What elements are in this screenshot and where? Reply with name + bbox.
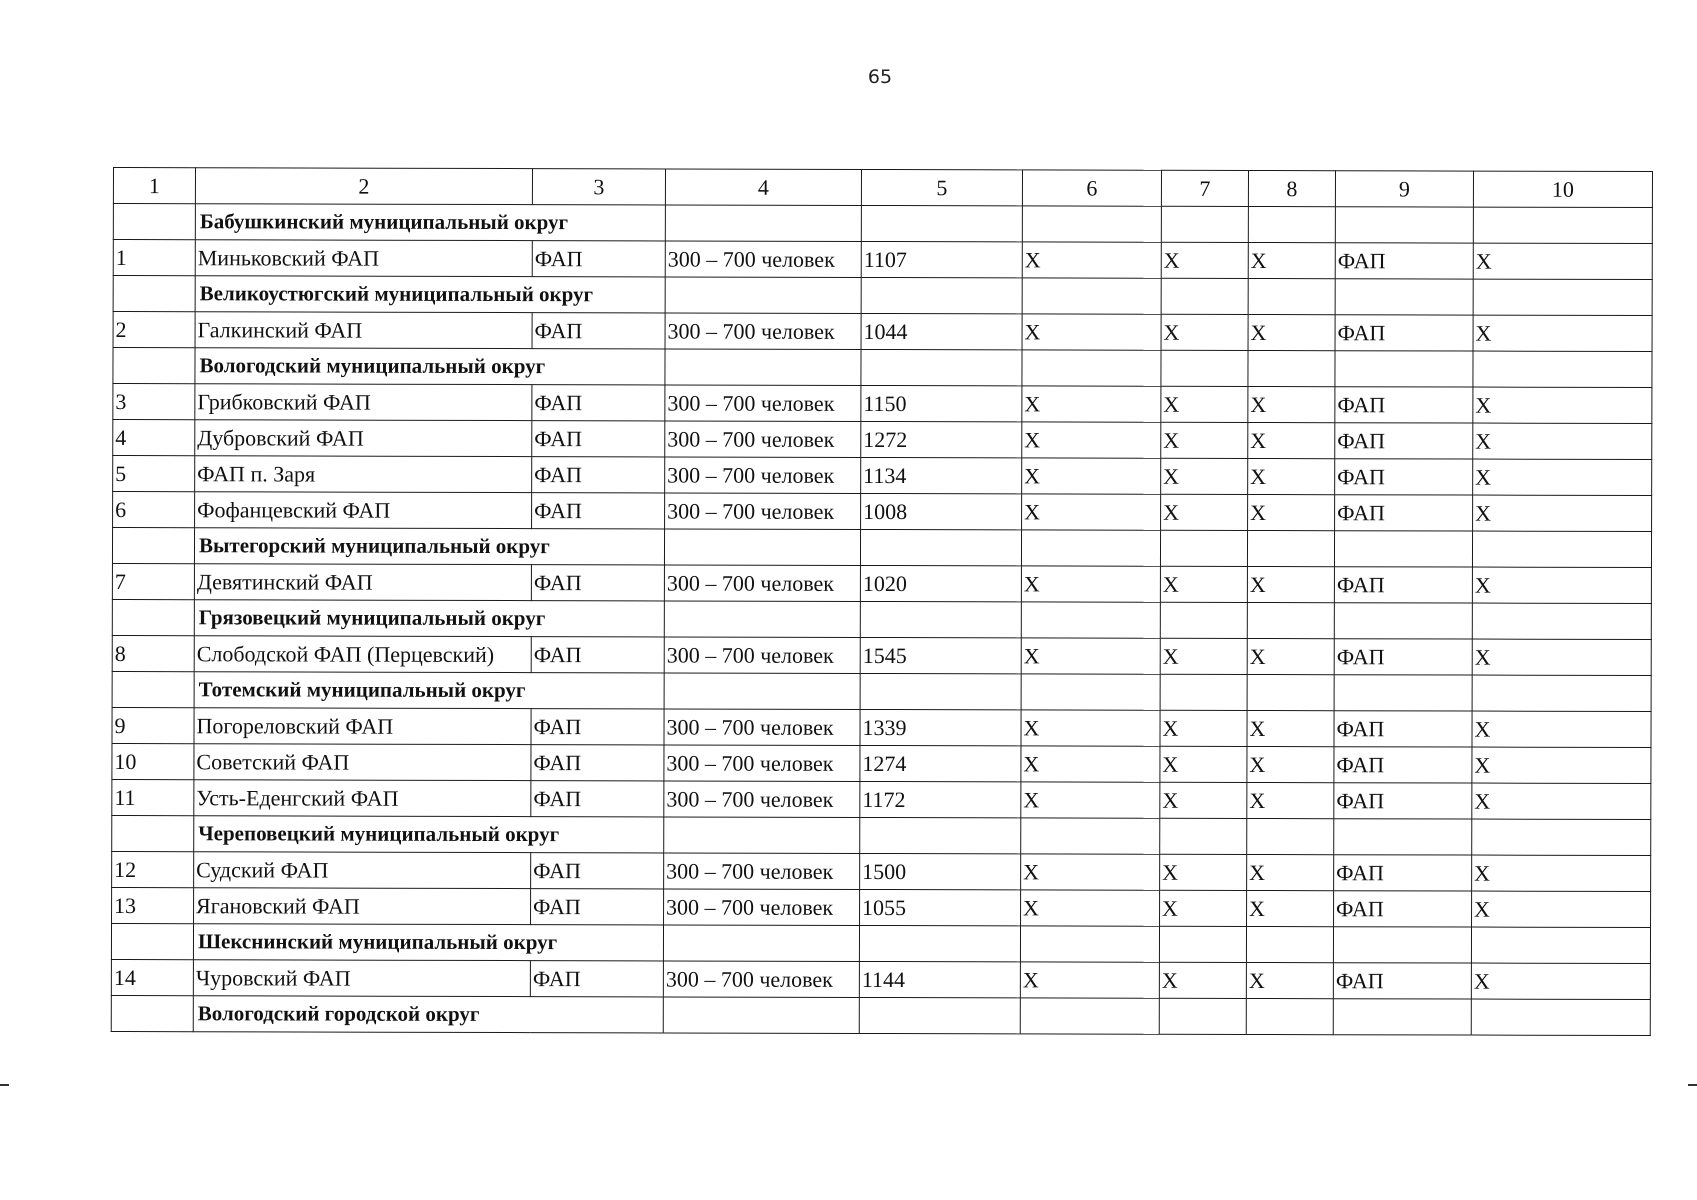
planned-type: ФАП xyxy=(1335,243,1473,279)
facility-type: ФАП xyxy=(531,745,664,781)
facility-name: Погореловский ФАП xyxy=(194,708,531,745)
facility-type: ФАП xyxy=(532,457,665,493)
row-number: 5 xyxy=(113,456,195,492)
column-8-mark: Х xyxy=(1247,710,1334,746)
planned-type: ФАП xyxy=(1335,495,1473,531)
empty-cell xyxy=(664,817,860,854)
district-row xyxy=(112,671,1651,711)
planned-type: ФАП xyxy=(1334,855,1472,891)
empty-cell xyxy=(860,601,1021,637)
column-8-mark: Х xyxy=(1247,746,1334,782)
population-range: 300 – 700 человек xyxy=(664,889,860,926)
row-number: 12 xyxy=(112,851,194,887)
facility-type: ФАП xyxy=(531,637,664,673)
facility-name: Слободской ФАП (Перцевский) xyxy=(194,636,531,673)
row-number: 14 xyxy=(111,959,193,995)
row-number-cell xyxy=(112,528,194,564)
column-6-mark: Х xyxy=(1022,386,1161,422)
empty-cell xyxy=(1334,603,1472,639)
column-7-mark: Х xyxy=(1160,782,1247,818)
header-cell: 7 xyxy=(1161,170,1248,206)
empty-cell xyxy=(1247,602,1334,638)
column-8-mark: Х xyxy=(1248,386,1335,422)
population-value: 1172 xyxy=(860,781,1021,817)
district-row xyxy=(113,348,1652,388)
population-value: 1500 xyxy=(860,853,1021,889)
empty-cell xyxy=(663,925,859,962)
population-value: 1144 xyxy=(859,961,1020,997)
district-row xyxy=(112,599,1651,639)
table-row xyxy=(113,456,1652,496)
district-title: Вытегорский муниципальный округ xyxy=(194,528,664,565)
left-edge-mark xyxy=(0,1084,9,1086)
facility-type: ФАП xyxy=(532,313,665,349)
empty-cell xyxy=(1472,819,1651,855)
column-6-mark: Х xyxy=(1022,314,1161,350)
row-number: 3 xyxy=(113,384,195,420)
empty-cell xyxy=(1159,998,1246,1034)
empty-cell xyxy=(1246,926,1333,962)
facility-type: ФАП xyxy=(532,421,665,457)
facility-name: Грибковский ФАП xyxy=(195,384,532,421)
empty-cell xyxy=(1335,351,1473,387)
district-row xyxy=(113,276,1652,316)
facility-type: ФАП xyxy=(531,709,664,745)
column-10-mark: Х xyxy=(1473,423,1652,459)
table-row xyxy=(113,384,1652,424)
empty-cell xyxy=(1334,531,1472,567)
district-title: Великоустюгский муниципальный округ xyxy=(195,276,665,313)
facility-name: Усть-Еденгский ФАП xyxy=(194,780,531,817)
district-title: Грязовецкий муниципальный округ xyxy=(194,600,664,637)
facility-type: ФАП xyxy=(531,889,664,925)
header-cell: 2 xyxy=(195,168,532,205)
column-10-mark: Х xyxy=(1472,639,1651,675)
column-10-mark: Х xyxy=(1472,567,1651,603)
column-10-mark: Х xyxy=(1472,711,1651,747)
empty-cell xyxy=(861,205,1022,241)
column-10-mark: Х xyxy=(1473,459,1652,495)
empty-cell xyxy=(1247,530,1334,566)
column-6-mark: Х xyxy=(1020,962,1159,998)
column-10-mark: Х xyxy=(1473,495,1652,531)
population-range: 300 – 700 человек xyxy=(665,457,861,494)
column-7-mark: Х xyxy=(1160,638,1247,674)
column-8-mark: Х xyxy=(1247,566,1334,602)
empty-cell xyxy=(1246,998,1333,1034)
population-range: 300 – 700 человек xyxy=(665,493,861,530)
empty-cell xyxy=(1161,206,1248,242)
district-title: Бабушкинский муниципальный округ xyxy=(195,204,665,241)
column-6-mark: Х xyxy=(1022,422,1161,458)
district-title: Шекснинский муниципальный округ xyxy=(193,924,663,961)
column-7-mark: Х xyxy=(1161,314,1248,350)
empty-cell xyxy=(1021,818,1160,854)
row-number-cell xyxy=(113,276,195,312)
empty-cell xyxy=(1161,278,1248,314)
column-7-mark: Х xyxy=(1161,422,1248,458)
district-row xyxy=(112,815,1651,855)
header-cell: 6 xyxy=(1022,170,1161,206)
empty-cell xyxy=(1472,531,1651,567)
district-title: Вологодский муниципальный округ xyxy=(195,348,665,385)
facility-name: Фофанцевский ФАП xyxy=(195,492,532,529)
column-6-mark: Х xyxy=(1021,638,1160,674)
empty-cell xyxy=(1248,278,1335,314)
empty-cell xyxy=(1471,927,1650,963)
empty-cell xyxy=(1333,927,1471,963)
row-number-cell xyxy=(113,348,195,384)
column-7-mark: Х xyxy=(1161,242,1248,278)
table-body xyxy=(111,204,1652,1036)
row-number: 4 xyxy=(113,420,195,456)
header-cell: 4 xyxy=(665,169,861,206)
population-range: 300 – 700 человек xyxy=(664,709,860,746)
planned-type: ФАП xyxy=(1334,783,1472,819)
planned-type: ФАП xyxy=(1334,747,1472,783)
empty-cell xyxy=(1161,350,1248,386)
empty-cell xyxy=(1247,674,1334,710)
row-number-cell xyxy=(111,995,193,1031)
table-row xyxy=(113,492,1652,532)
district-row xyxy=(111,923,1650,963)
row-number-cell xyxy=(112,599,194,635)
empty-cell xyxy=(1160,602,1247,638)
table-row xyxy=(113,240,1652,280)
planned-type: ФАП xyxy=(1334,567,1472,603)
column-6-mark: Х xyxy=(1022,458,1161,494)
row-number-cell xyxy=(111,923,193,959)
population-range: 300 – 700 человек xyxy=(664,565,860,602)
column-10-mark: Х xyxy=(1472,747,1651,783)
table-row xyxy=(112,779,1651,819)
empty-cell xyxy=(664,601,860,638)
district-row xyxy=(113,204,1652,244)
column-6-mark: Х xyxy=(1021,746,1160,782)
row-number-cell xyxy=(112,671,194,707)
column-8-mark: Х xyxy=(1248,422,1335,458)
header-row xyxy=(113,168,1652,208)
population-range: 300 – 700 человек xyxy=(665,385,861,422)
column-6-mark: Х xyxy=(1022,242,1161,278)
population-range: 300 – 700 человек xyxy=(664,853,860,890)
empty-cell xyxy=(1335,279,1473,315)
empty-cell xyxy=(1473,207,1652,243)
planned-type: ФАП xyxy=(1334,891,1472,927)
empty-cell xyxy=(1471,999,1650,1035)
planned-type: ФАП xyxy=(1335,315,1473,351)
empty-cell xyxy=(859,997,1020,1033)
planned-type: ФАП xyxy=(1335,387,1473,423)
population-range: 300 – 700 человек xyxy=(664,781,860,818)
row-number: 8 xyxy=(112,635,194,671)
population-value: 1008 xyxy=(861,493,1022,529)
facility-name: Галкинский ФАП xyxy=(195,312,532,349)
empty-cell xyxy=(1022,206,1161,242)
empty-cell xyxy=(1248,206,1335,242)
facility-name: Миньковский ФАП xyxy=(195,240,532,277)
population-range: 300 – 700 человек xyxy=(665,313,861,350)
empty-cell xyxy=(1160,818,1247,854)
table-row xyxy=(112,887,1651,927)
population-value: 1150 xyxy=(861,385,1022,421)
facilities-table xyxy=(111,167,1653,1036)
row-number: 10 xyxy=(112,743,194,779)
row-number-cell xyxy=(112,815,194,851)
column-6-mark: Х xyxy=(1021,890,1160,926)
right-edge-mark xyxy=(1688,1084,1697,1086)
empty-cell xyxy=(861,277,1022,313)
column-7-mark: Х xyxy=(1160,710,1247,746)
header-cell: 1 xyxy=(113,168,195,204)
column-6-mark: Х xyxy=(1021,854,1160,890)
empty-cell xyxy=(664,529,860,566)
column-10-mark: Х xyxy=(1472,891,1651,927)
column-8-mark: Х xyxy=(1247,890,1334,926)
empty-cell xyxy=(1021,530,1160,566)
empty-cell xyxy=(1021,602,1160,638)
empty-cell xyxy=(1021,674,1160,710)
district-title: Вологодский городской округ xyxy=(193,996,663,1033)
column-7-mark: Х xyxy=(1160,746,1247,782)
population-value: 1020 xyxy=(860,565,1021,601)
row-number: 6 xyxy=(113,492,195,528)
row-number: 1 xyxy=(113,240,195,276)
facility-name: Девятинский ФАП xyxy=(194,564,531,601)
empty-cell xyxy=(1160,530,1247,566)
table-row xyxy=(111,959,1650,999)
row-number: 9 xyxy=(112,707,194,743)
row-number: 13 xyxy=(112,887,194,923)
empty-cell xyxy=(1247,818,1334,854)
empty-cell xyxy=(665,349,861,386)
planned-type: ФАП xyxy=(1334,711,1472,747)
population-value: 1545 xyxy=(860,637,1021,673)
empty-cell xyxy=(1022,278,1161,314)
district-row xyxy=(112,528,1651,568)
column-7-mark: Х xyxy=(1160,890,1247,926)
column-6-mark: Х xyxy=(1021,566,1160,602)
empty-cell xyxy=(1020,926,1159,962)
header-cell: 10 xyxy=(1473,171,1652,207)
column-6-mark: Х xyxy=(1022,494,1161,530)
empty-cell xyxy=(859,925,1020,961)
column-8-mark: Х xyxy=(1247,854,1334,890)
empty-cell xyxy=(665,277,861,314)
facility-name: Чуровский ФАП xyxy=(193,960,530,997)
header-cell: 8 xyxy=(1248,170,1335,206)
empty-cell xyxy=(664,673,860,710)
population-range: 300 – 700 человек xyxy=(663,961,859,998)
empty-cell xyxy=(1473,279,1652,315)
column-10-mark: Х xyxy=(1471,963,1650,999)
table-row xyxy=(112,635,1651,675)
empty-cell xyxy=(1022,350,1161,386)
row-number-cell xyxy=(113,204,195,240)
column-8-mark: Х xyxy=(1246,962,1333,998)
population-range: 300 – 700 человек xyxy=(664,637,860,674)
row-number: 2 xyxy=(113,312,195,348)
planned-type: ФАП xyxy=(1335,459,1473,495)
facility-type: ФАП xyxy=(531,781,664,817)
empty-cell xyxy=(860,529,1021,565)
population-value: 1134 xyxy=(861,457,1022,493)
header-cell: 3 xyxy=(532,169,665,205)
empty-cell xyxy=(1334,819,1472,855)
table-row xyxy=(113,420,1652,460)
empty-cell xyxy=(1333,999,1471,1035)
empty-cell xyxy=(663,997,859,1034)
planned-type: ФАП xyxy=(1335,423,1473,459)
table-row xyxy=(112,563,1651,603)
column-8-mark: Х xyxy=(1248,314,1335,350)
empty-cell xyxy=(1334,675,1472,711)
empty-cell xyxy=(1472,675,1651,711)
column-8-mark: Х xyxy=(1247,782,1334,818)
empty-cell xyxy=(1472,603,1651,639)
facility-name: Дубровский ФАП xyxy=(195,420,532,457)
table-row xyxy=(112,851,1651,891)
district-title: Тотемский муниципальный округ xyxy=(194,672,664,709)
population-range: 300 – 700 человек xyxy=(664,745,860,782)
planned-type: ФАП xyxy=(1333,963,1471,999)
facility-name: Ягановский ФАП xyxy=(194,888,531,925)
column-7-mark: Х xyxy=(1161,458,1248,494)
empty-cell xyxy=(1160,674,1247,710)
population-value: 1044 xyxy=(861,313,1022,349)
empty-cell xyxy=(860,673,1021,709)
population-value: 1274 xyxy=(860,745,1021,781)
facility-name: Судский ФАП xyxy=(194,852,531,889)
column-8-mark: Х xyxy=(1248,458,1335,494)
facility-name: ФАП п. Заря xyxy=(195,456,532,493)
population-value: 1055 xyxy=(860,889,1021,925)
empty-cell xyxy=(1159,926,1246,962)
facility-type: ФАП xyxy=(532,493,665,529)
column-7-mark: Х xyxy=(1161,494,1248,530)
population-range: 300 – 700 человек xyxy=(665,421,861,458)
empty-cell xyxy=(1020,998,1159,1034)
empty-cell xyxy=(1335,207,1473,243)
column-8-mark: Х xyxy=(1248,242,1335,278)
empty-cell xyxy=(1473,351,1652,387)
column-10-mark: Х xyxy=(1472,783,1651,819)
column-8-mark: Х xyxy=(1248,494,1335,530)
header-cell: 9 xyxy=(1335,171,1473,207)
table-row xyxy=(112,743,1651,783)
population-value: 1272 xyxy=(861,421,1022,457)
empty-cell xyxy=(860,817,1021,853)
column-7-mark: Х xyxy=(1161,386,1248,422)
header-cell: 5 xyxy=(861,169,1022,205)
empty-cell xyxy=(1248,350,1335,386)
district-title: Череповецкий муниципальный округ xyxy=(194,816,664,853)
column-10-mark: Х xyxy=(1473,243,1652,279)
table-row xyxy=(112,707,1651,747)
facility-type: ФАП xyxy=(532,385,665,421)
district-row xyxy=(111,995,1650,1035)
facility-type: ФАП xyxy=(531,565,664,601)
facility-type: ФАП xyxy=(530,961,663,997)
empty-cell xyxy=(861,349,1022,385)
facility-type: ФАП xyxy=(532,241,665,277)
table-row xyxy=(113,312,1652,352)
planned-type: ФАП xyxy=(1334,639,1472,675)
column-7-mark: Х xyxy=(1160,566,1247,602)
population-range: 300 – 700 человек xyxy=(665,241,861,278)
column-10-mark: Х xyxy=(1472,855,1651,891)
column-10-mark: Х xyxy=(1473,387,1652,423)
facility-type: ФАП xyxy=(531,853,664,889)
column-10-mark: Х xyxy=(1473,315,1652,351)
row-number: 11 xyxy=(112,779,194,815)
column-6-mark: Х xyxy=(1021,782,1160,818)
column-8-mark: Х xyxy=(1247,638,1334,674)
column-6-mark: Х xyxy=(1021,710,1160,746)
page-number: 65 xyxy=(867,66,893,88)
population-value: 1107 xyxy=(861,241,1022,277)
column-7-mark: Х xyxy=(1159,962,1246,998)
column-7-mark: Х xyxy=(1160,854,1247,890)
population-value: 1339 xyxy=(860,709,1021,745)
facility-name: Советский ФАП xyxy=(194,744,531,781)
row-number: 7 xyxy=(112,563,194,599)
empty-cell xyxy=(665,205,861,242)
